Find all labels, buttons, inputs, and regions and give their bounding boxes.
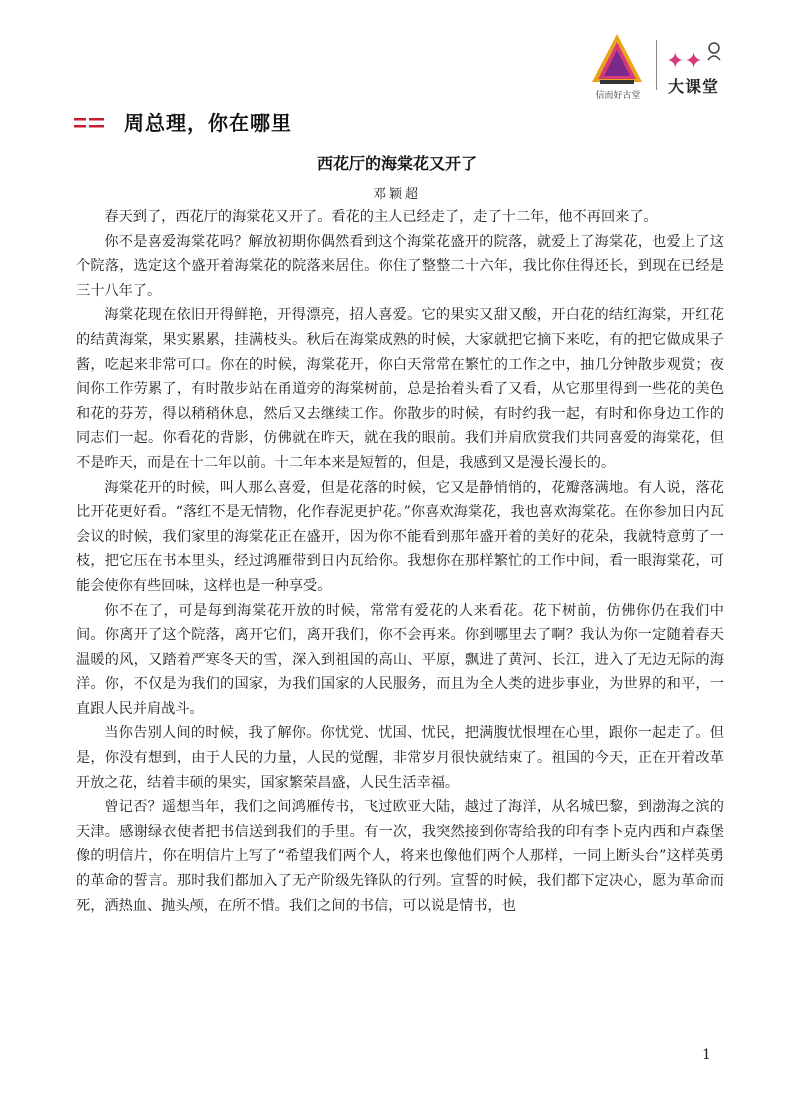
logo-caption: 信而好古堂 [595, 91, 641, 101]
paragraph: 当你告别人间的时候，我了解你。你忧党、忧国、忧民，把满腹忧恨埋在心里，跟你一起走了。但是，你没有想到，由于人民的力量，人民的觉醒，非常岁月很快就结束了。祖国的今天，正在开着改革开放之花，结着丰硕的果实，国家繁荣昌盛，人民生活幸福。 [76, 725, 724, 791]
section-marker-icon [74, 116, 104, 130]
section-title: 周总理，你在哪里 [124, 111, 292, 135]
article-author: 邓颖超 [372, 187, 421, 202]
page-number: 1 [702, 1047, 711, 1063]
paragraph: 春天到了，西花厅的海棠花又开了。看花的主人已经走了，走了十二年，他不再回来了。 [104, 209, 658, 225]
paragraph: 你不在了，可是每到海棠花开放的时候，常常有爱花的人来看花。花下树前，仿佛你仍在我们中间。你离开了这个院落，离开它们，离开我们，你不会再来。你到哪里去了啊？我认为你一定随着春天温暖的风，又踏着严寒冬天的雪，深入到祖国的高山、平原，飘进了黄河、长江，进入了无边无际的海洋。你，不仅是为我们的国家，为我们国家的人民服务，而且为全人类的进步事业，为世界的和平，一直跟人民并肩战斗。 [76, 602, 724, 717]
article-body [76, 205, 724, 918]
paragraph: 海棠花开的时候，叫人那么喜爱，但是花落的时候，它又是静悄悄的，花瓣落满地。有人说，落花比开花更好看。“落红不是无情物，化作春泥更护花。”你喜欢海棠花，我也喜欢海棠花。在你参加日内瓦会议的时候，我们家里的海棠花正在盛开，因为你不能看到那年盛开着的美好的花朵，我就特意剪了一枝，把它压在书本里头，经过鸿雁带到日内瓦给你。我想你在那样繁忙的工作中间，看一眼海棠花，可能会使你有些回味，这样也是一种享受。 [76, 479, 724, 594]
paragraph: 你不是喜爱海棠花吗？解放初期你偶然看到这个海棠花盛开的院落，就爱上了海棠花，也爱上了这个院落，选定这个盛开着海棠花的院落来居住。你住了整整二十六年，我比你住得还长，到现在已经是三十八年了。 [76, 233, 724, 299]
school-logo-icon [590, 32, 644, 90]
logo-wordmark: 大课堂 [668, 77, 720, 96]
svg-text:✦✦: ✦✦ [666, 49, 703, 74]
paragraph: 曾记否？遥想当年，我们之间鸿雁传书，飞过欧亚大陆，越过了海洋，从名城巴黎，到渤海之滨的天津。感谢绿衣使者把书信送到我们的手里。有一次，我突然接到你寄给我的印有李卜克内西和卢森堡像的明信片，你在明信片上写了“希望我们两个人，将来也像他们两个人那样，一同上断头台”这样英勇的革命的誓言。那时我们都加入了无产阶级先锋队的行列。宣誓的时候，我们都下定决心，愿为革命而死，洒热血、抛头颅，在所不惜。我们之间的书信，可以说是情书，也 [76, 799, 724, 914]
logo-divider [656, 40, 657, 90]
paragraph: 海棠花现在依旧开得鲜艳，开得漂亮，招人喜爱。它的果实又甜又酸，开白花的结红海棠，开红花的结黄海棠，果实累累，挂满枝头。秋后在海棠成熟的时候，大家就把它摘下来吃，有的把它做成果子酱，吃起来非常可口。你在的时候，海棠花开，你白天常常在繁忙的工作之中，抽几分钟散步观赏；夜间你工作劳累了，有时散步站在甬道旁的海棠树前，总是抬着头看了又看，从它那里得到一些花的美色和花的芬芳，得以稍稍休息，然后又去继续工作。你散步的时候，有时约我一起，有时和你身边工作的同志们一起。你看花的背影，仿佛就在昨天，就在我的眼前。我们并肩欣赏我们共同喜爱的海棠花，但不是昨天，而是在十二年以前。十二年本来是短暂的，但是，我感到又是漫长漫长的。 [76, 307, 724, 471]
article-title: 西花厅的海棠花又开了 [316, 154, 477, 173]
